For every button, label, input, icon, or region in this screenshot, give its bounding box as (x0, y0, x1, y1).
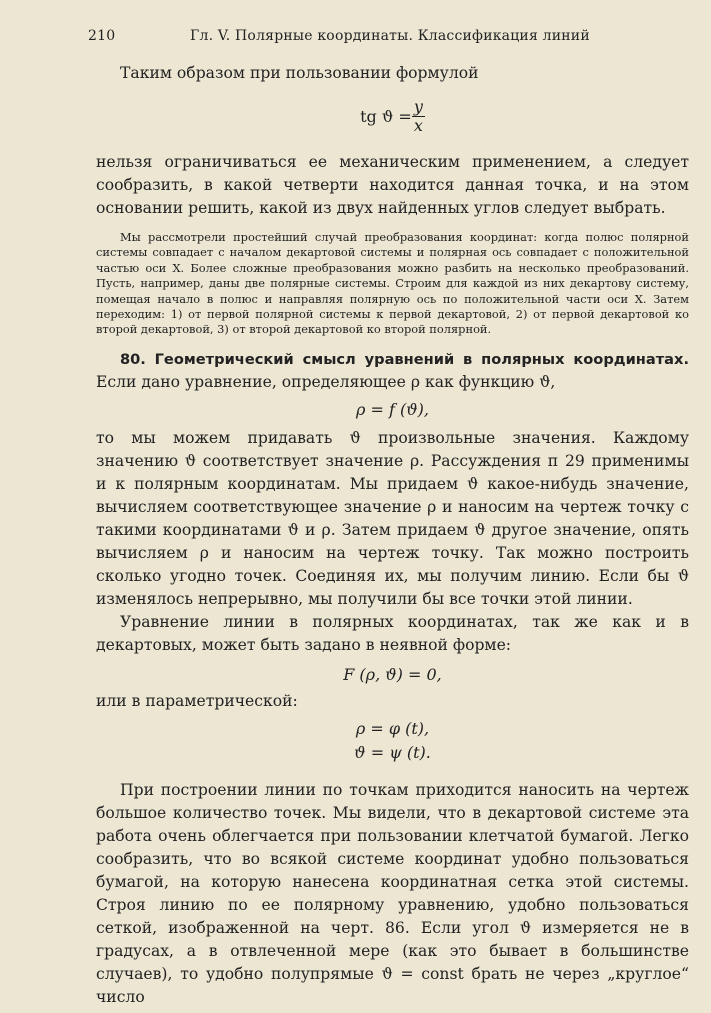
formula-tangent (96, 89, 689, 143)
paragraph-after-tangent: нельзя ограничиваться ее механическим применением, а следует сообразить, в какой четверти находится данная точка, и на этом основании решить, какой из двух найденных углов следует выбрать. (96, 153, 689, 217)
section-80 (96, 348, 689, 394)
page-header (88, 28, 689, 52)
section-title: Геометрический смысл уравнений в полярных координатах. (154, 350, 689, 368)
paragraph-intro: Таким образом при пользовании формулой (120, 64, 479, 82)
paragraph-parametric-lead: или в параметрической: (96, 691, 298, 710)
fraction-numerator: y (413, 96, 423, 116)
formula-implicit: F (ρ, ϑ) = 0, (343, 664, 442, 684)
running-title: Гл. V. Полярные координаты. Классификация линий (190, 28, 590, 44)
paragraph-construction: то мы можем придавать ϑ произвольные значения. Каждому значению ϑ соответствует значение ρ. Рассуждения п 29 применимы и к полярным координатам. Мы придаем ϑ какое-нибудь значение, вычисляем соответствующее значение ρ и наносим на чертеж точку с такими координатами ϑ и ρ. Затем придаем ϑ другое значение, опять вычисляем ρ и наносим на чертеж точку. Так можно построить сколько угодно точек. Соединяя их, мы получим линию. Если бы ϑ изменялось непрерывно, мы получили бы все точки этой линии. (96, 428, 689, 608)
small-print-note: Мы рассмотрели простейший случай преобразования координат: когда полюс полярной системы совпадает с началом декартовой системы и полярная ось совпадает с положительной частью оси X. Более сложные преобразования можно разбить на несколько преобразований. Пусть, например, даны две полярные системы. Строим для каждой из них декартову систему, помещая начало в полюс и направляя полярную ось по положительной части оси X. Затем переходим: 1) от первой полярной системы к первой декартовой, 2) от первой декартовой ко второй декартовой, 3) от второй декартовой ко второй полярной. (96, 230, 689, 337)
paragraph-implicit: Уравнение линии в полярных координатах, так же как и в декартовых, может быть задано в неявной форме: (96, 612, 689, 654)
section-number: 80. (120, 350, 146, 368)
formula-rho-of-theta: ρ = f (ϑ), (356, 399, 429, 419)
paragraph-grid-paper: При построении линии по точкам приходится наносить на чертеж большое количество точек. Мы видели, что в декартовой системе эта работа очень облегчается при пользовании клетчатой бумагой. Легко сообразить, что во всякой системе координат удобно пользоваться бумагой, на которую нанесена координатная сетка этой системы. Строя линию по ее полярному уравнению, удобно пользоваться сеткой, изображенной на черт. 86. Если угол ϑ измеряется не в градусах, а в отвлеченной мере (как это бывает в большинстве случаев), то удобно полупрямые ϑ = const брать не через „круглое“ число (96, 780, 689, 1006)
section-lead: Если дано уравнение, определяющее ρ как функцию ϑ, (96, 372, 556, 391)
formula-tangent-fraction (412, 98, 425, 135)
formula-parametric-theta: ϑ = ψ (t). (354, 742, 431, 762)
formula-parametric (96, 717, 689, 765)
page-number: 210 (88, 28, 116, 44)
formula-parametric-rho: ρ = φ (t), (355, 718, 430, 738)
formula-tangent-lhs: tg ϑ = (360, 106, 412, 126)
fraction-denominator: x (413, 115, 423, 135)
